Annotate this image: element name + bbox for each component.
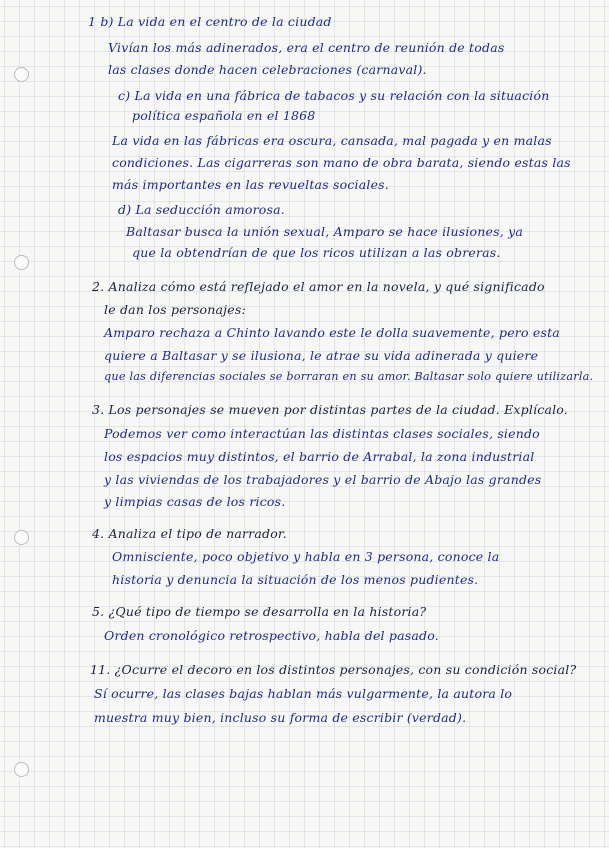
question-line: 11. ¿Ocurre el decoro en los distintos personajes, con su condición social? [90, 662, 577, 677]
handwritten-line: política española en el 1868 [132, 108, 316, 123]
handwritten-line: que la obtendrían de que los ricos utilizan a las obreras. [132, 245, 501, 260]
question-line: 5. ¿Qué tipo de tiempo se desarrolla en la historia? [92, 604, 427, 619]
handwritten-line: que las diferencias sociales se borraran en su amor. Baltasar solo quiere utilizarla. [104, 370, 594, 383]
handwritten-line: 1 b) La vida en el centro de la ciudad [88, 14, 332, 29]
handwritten-line: más importantes en las revueltas sociales. [112, 177, 389, 192]
binder-hole [14, 255, 29, 270]
handwritten-line: La vida en las fábricas era oscura, cansada, mal pagada y en malas [112, 133, 552, 148]
handwritten-line: Orden cronológico retrospectivo, habla del pasado. [104, 628, 439, 643]
question-line: 3. Los personajes se mueven por distintas partes de la ciudad. Explícalo. [92, 402, 568, 417]
handwritten-line: condiciones. Las cigarreras son mano de obra barata, siendo estas las [112, 155, 571, 170]
handwritten-line: Amparo rechaza a Chinto lavando este le dolla suavemente, pero esta [104, 325, 560, 340]
question-line: 4. Analiza el tipo de narrador. [92, 526, 287, 541]
question-line: 2. Analiza cómo está reflejado el amor en la novela, y qué significado [92, 279, 545, 294]
binder-hole [14, 530, 29, 545]
handwritten-line: Baltasar busca la unión sexual, Amparo se hace ilusiones, ya [126, 224, 523, 239]
handwritten-line: quiere a Baltasar y se ilusiona, le atrae su vida adinerada y quiere [104, 348, 539, 363]
handwritten-line: Omnisciente, poco objetivo y habla en 3 persona, conoce la [112, 549, 500, 564]
handwritten-line: c) La vida en una fábrica de tabacos y su relación con la situación [118, 88, 550, 103]
handwritten-line: y las viviendas de los trabajadores y el barrio de Abajo las grandes [104, 472, 542, 487]
handwritten-line: los espacios muy distintos, el barrio de Arrabal, la zona industrial [104, 449, 535, 464]
handwritten-line: d) La seducción amorosa. [118, 202, 285, 217]
binder-hole [14, 67, 29, 82]
binder-hole [14, 762, 29, 777]
handwritten-line: Vivían los más adinerados, era el centro de reunión de todas [108, 40, 505, 55]
handwritten-line: muestra muy bien, incluso su forma de escribir (verdad). [94, 710, 467, 725]
handwritten-line: historia y denuncia la situación de los menos pudientes. [112, 572, 479, 587]
handwritten-line: Sí ocurre, las clases bajas hablan más vulgarmente, la autora lo [94, 686, 513, 701]
handwritten-line: y limpias casas de los ricos. [104, 494, 286, 509]
handwritten-line: Podemos ver como interactúan las distintas clases sociales, siendo [104, 426, 540, 441]
question-line: le dan los personajes: [104, 302, 246, 317]
handwritten-line: las clases donde hacen celebraciones (carnaval). [108, 62, 427, 77]
